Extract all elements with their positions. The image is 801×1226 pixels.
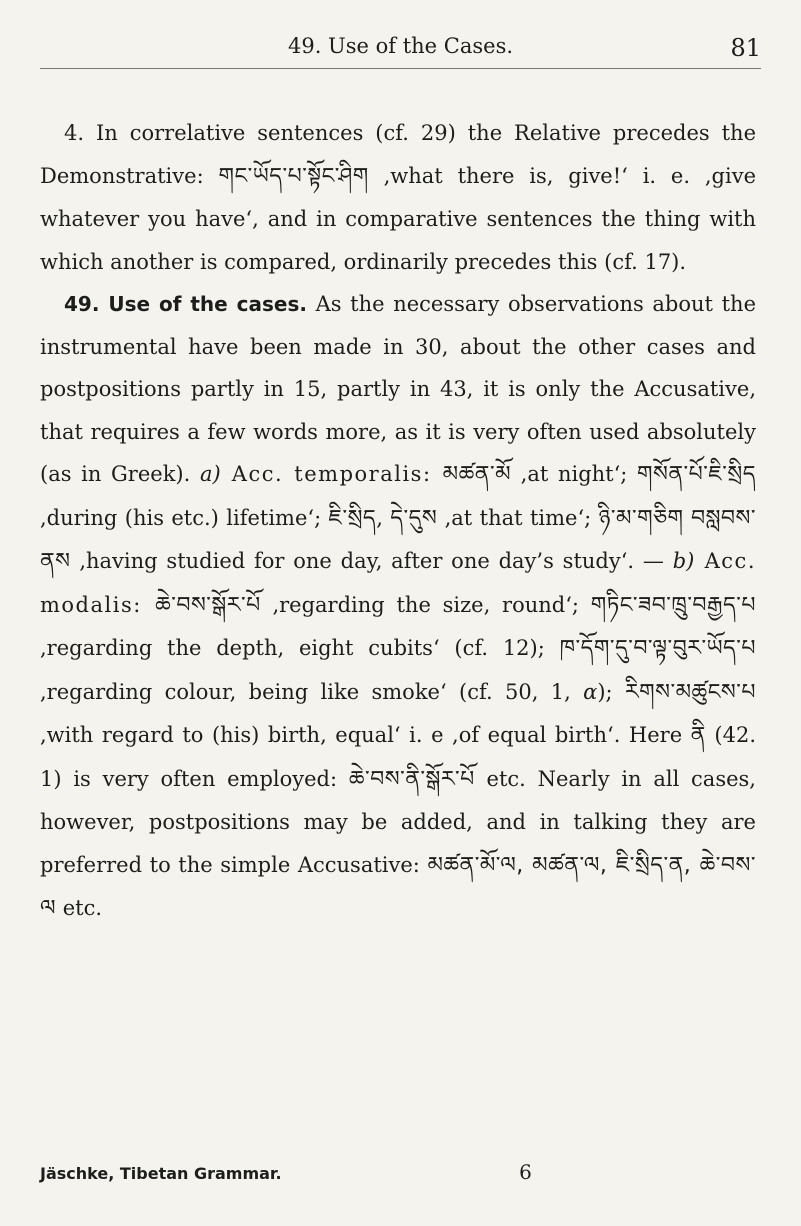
tibetan-depth: གཏིང་ཟབ་ཁྲུ་བརྒྱད་པ (590, 592, 756, 618)
section-49 (40, 283, 756, 931)
gloss-that-time: ,at that time‘; (437, 505, 599, 530)
tibetan-during: གསོན་པོ་ཇི་སྲིད (637, 462, 756, 487)
acc-temporalis: Acc. temporalis: (220, 462, 443, 486)
tibetan-birth: རིགས་མཚུངས་པ (624, 679, 756, 705)
tibetan-example: གང་ཡོད་པ་སྟོང་ཤིག (218, 163, 369, 189)
gloss-birth: ,with regard to (his) birth, equal‘ i. e ,of equal birth‘. Here (40, 723, 691, 747)
label-a: a) (199, 462, 221, 486)
gloss-night: ,at night‘; (511, 462, 638, 486)
tibetan-studied: བསླབས་ནས (40, 505, 756, 574)
tibetan-example-ni: ཆེ་བས་ནི་སྒོར་པོ (348, 766, 475, 792)
page-header (40, 34, 761, 74)
gloss-etc: etc. Nearly in all cases, however, postpositions may be added, and in talking they are preferred to the simple Accusative: (40, 766, 756, 877)
page-footer (40, 1160, 761, 1194)
gloss-size: ,regarding the size, round‘; (260, 592, 591, 617)
alpha: α (583, 679, 598, 704)
gloss-studied: ,having studied for one day, after one day’s study‘. — (70, 549, 673, 573)
tibetan-lifetime: ཇི་སྲིད (328, 505, 377, 531)
section-intro: As the necessary observations about the instrumental have been made in 30, about the other cases and postpositions partly in 15, partly in 43, it is only the Accusative, that requires a few words more, as it is very often used absolutely (as in Greek). (40, 292, 757, 486)
comma: , (376, 505, 391, 530)
gloss-colour: ,regarding colour, being like smoke‘ (cf. 50, 1, (40, 679, 584, 704)
running-title: 49. Use of the Cases. (287, 34, 514, 58)
para1-lead: 4. In correlative sentences (cf. 29) the Relative precedes the Demonstrative: (40, 121, 756, 188)
gloss-during: ,during (his etc.) lifetime‘; (40, 505, 329, 530)
acc-modalis: Acc. modalis: (40, 549, 756, 617)
label-b: b) (672, 549, 695, 573)
gloss-depth: ,regarding the depth, eight cubits‘ (cf. 12); (40, 636, 560, 660)
tibetan-that-time: དེ་དུས (390, 505, 438, 531)
gloss-end: etc. (56, 896, 103, 920)
page-body (40, 112, 756, 931)
gloss-here: (42. 1) is very often employed: (40, 723, 756, 791)
tibetan-size: ཆེ་བས་སྒོར་པོ (155, 592, 261, 618)
section-heading: 49. Use of the cases. (64, 292, 307, 316)
tibetan-ni: ནི (690, 723, 706, 748)
tibetan-colour: ཁ་དོག་དུ་བ་ལྟ་བུར་ཡོད་པ (559, 636, 756, 661)
tibetan-one-day: ཉི་མ་གཅིག (598, 505, 684, 531)
tibetan-night: མཚན་མོ (442, 462, 512, 487)
header-rule (40, 68, 761, 69)
signature-mark: 6 (519, 1160, 532, 1184)
paragraph-correlative (40, 112, 756, 283)
imprint: Jäschke, Tibetan Grammar. (40, 1164, 282, 1183)
space (684, 506, 691, 530)
para1-gloss: ,what there is, give!‘ i. e. ,give whatever you have‘, and in comparative sentences the thing with which another is compared, ordinarily precedes this (cf. 17). (40, 163, 756, 274)
page-number: 81 (730, 34, 761, 62)
tibetan-list: མཚན་མོ་ལ, མཚན་ལ, ཇི་སྲིད་ན, ཆེ་བས་ལ (40, 852, 756, 921)
gloss-colour-close: ); (597, 679, 625, 704)
